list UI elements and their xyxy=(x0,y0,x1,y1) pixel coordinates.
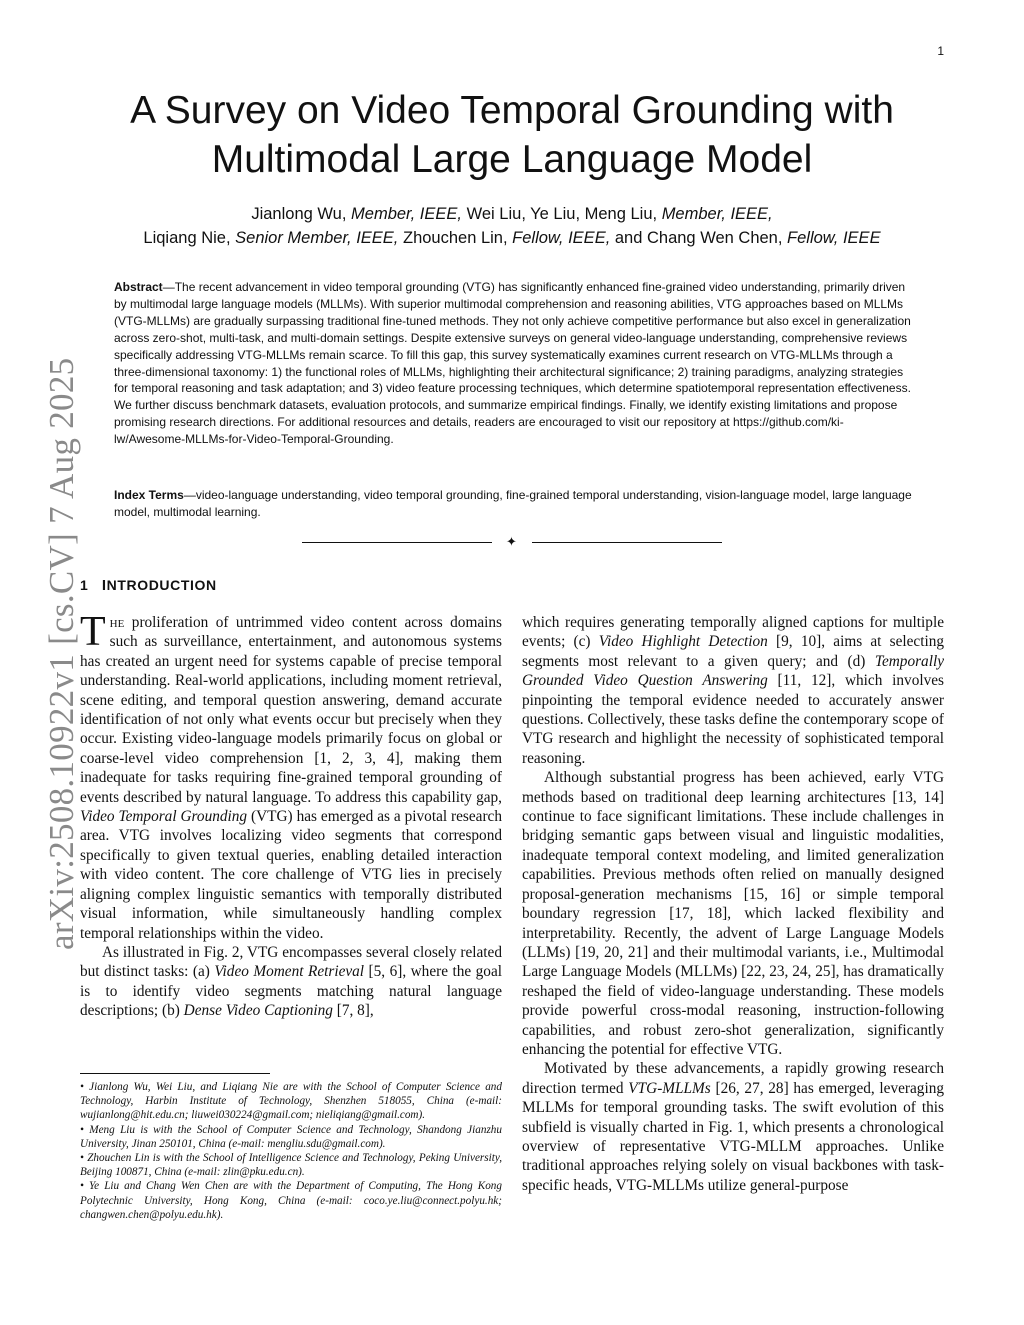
author-name: Zhouchen Lin, xyxy=(402,229,508,247)
author-role: Senior Member, IEEE, xyxy=(235,229,399,247)
emphasis: Video Moment Retrieval xyxy=(214,963,365,981)
text-run: Motivated by these advancements, a rapidly growing research direction termed xyxy=(522,1060,944,1097)
author-role: Fellow, IEEE xyxy=(787,229,881,247)
text-run: [9, 10], aims at selecting segments most relevant to a given query; and (d) xyxy=(522,633,945,670)
author-name: and Chang Wen Chen, xyxy=(614,229,783,247)
text-run: [7, 8], xyxy=(332,1002,374,1020)
footnote: • Ye Liu and Chang Wen Chen are with the Department of Computing, The Hong Kong Polytechnic University, Hong Kong, China (e-mail: coco.ye.liu@connect.polyu.hk; changwen.chen@polyu.edu.hk). xyxy=(80,1180,502,1221)
text-run: [11, 12], which involves pinpointing the temporal evidence needed to accurately answer questions. Collectively, these tasks define the contemporary scope of VTG research and highlight the necessity of sophisticated temporal reasoning. xyxy=(522,672,944,767)
author-role: Member, IEEE, xyxy=(661,205,773,223)
emphasis: Temporally Grounded Video Question Answering xyxy=(522,652,944,690)
index-terms-label: Index Terms xyxy=(114,488,184,502)
footnote-rule xyxy=(80,1073,270,1074)
author-name: Jianlong Wu, xyxy=(251,205,347,223)
footnote: • Meng Liu is with the School of Computer Science and Technology, Shandong Jianzhu University, Jinan 250101, China (e-mail: mengliu.sdu@gmail.com). xyxy=(80,1123,502,1150)
paper-title: A Survey on Video Temporal Grounding with Multimodal Large Language Model xyxy=(130,89,894,181)
author-role: Fellow, IEEE, xyxy=(512,229,611,247)
lead-word: he xyxy=(109,614,125,631)
drop-cap: T xyxy=(80,609,106,655)
emphasis: VTG-MLLMs xyxy=(628,1079,711,1097)
section-heading xyxy=(80,577,217,594)
author-role: Member, IEEE, xyxy=(351,205,462,223)
section-title-initial: I xyxy=(101,577,107,594)
emphasis: Video Temporal Grounding xyxy=(80,808,248,826)
text-run: proliferation of untrimmed video content across domains such as surveillance, entertainment, and autonomous systems has created an urgent need for systems capable of precise temporal understanding. Real-world applications, including moment retrieval, scene editing, and temporal question answering, demand accurate identification of not only what events occur but precisely when they occur. Existing video-language models primarily focus on global or coarse-level video comprehension [1, 2, 3, 4], making them inadequate for tasks requiring fine-grained temporal grounding of events described by natural language. To address this capability gap, xyxy=(80,614,502,806)
page-number: 1 xyxy=(937,44,944,58)
right-column xyxy=(522,613,944,1195)
index-terms-text: —video-language understanding, video temporal grounding, fine-grained temporal understanding, vision-language model, large language model, multimodal learning. xyxy=(114,488,912,519)
text-run: As illustrated in Fig. 2, VTG encompasses several closely related but distinct tasks: (a) xyxy=(80,943,502,981)
abstract-text: —The recent advancement in video temporal grounding (VTG) has significantly enhanced fine-grained video understanding, primarily driven by multimodal large language models (MLLMs). With superior multimodal comprehension and reasoning abilities, VTG approaches based on MLLMs (VTG-MLLMs) are gradually surpassing traditional fine-tuned methods. They not only achieve competitive performance but also excel in generalization across zero-shot, multi-task, and multi-domain settings. Despite extensive surveys on general video-language understanding, comprehensive reviews specifically addressing VTG-MLLMs remain scarce. To fill this gap, this survey systematically examines current research on VTG-MLLMs through a three-dimensional taxonomy: 1) the functional roles of MLLMs, highlighting their architectural significance; 2) training paradigms, analyzing strategies for temporal reasoning and task adaptation; and 3) video feature processing techniques, which determine spatiotemporal representation effectiveness. We further discuss benchmark datasets, evaluation protocols, and summarize empirical findings. Finally, we identify existing limitations and propose promising research directions. For additional resources and details, readers are encouraged to visit our repository at https://github.com/ki-lw/Awesome-MLLMs-for-Video-Temporal-Grounding. xyxy=(114,280,911,447)
paragraph xyxy=(522,1059,944,1195)
text-run: (VTG) has emerged as a pivotal research area. VTG involves localizing video segments that correspond specifically to given textual queries, enabling detailed interaction with video content. The core challenge of VTG lies in precisely aligning complex linguistic semantics with temporally distributed visual information, while simultaneously handling complex temporal relationships within the video. xyxy=(80,808,502,942)
emphasis: Dense Video Captioning xyxy=(183,1002,333,1020)
paragraph xyxy=(522,613,944,768)
divider-line-left xyxy=(302,542,492,543)
paragraph: Although substantial progress has been achieved, early VTG methods based on traditional deep learning architectures [13, 14] continue to face significant limitations. These include challenges in bridging semantic gaps between visual and linguistic modalities, inadequate temporal context modeling, and limited generalization capabilities. Previous methods often relied on manually designed proposal-generation mechanisms [15, 16] or simple temporal boundary regression [17, 18], which lacked flexibility and interpretability. Recently, the advent of Large Language Models (LLMs) [19, 20, 21] and their multimodal variants, i.e., Multimodal Large Language Models (MLLMs) [22, 23, 24, 25], has dramatically reshaped the field of video-language understanding. These models provide powerful cross-modal reasoning, instruction-following capabilities, and robust zero-shot generalization, significantly enhancing the potential for effective VTG. xyxy=(522,769,944,1058)
left-column xyxy=(80,609,502,1021)
section-number: 1 xyxy=(80,577,89,593)
abstract xyxy=(114,279,914,448)
section-divider xyxy=(302,537,722,549)
author-name: Liqiang Nie, xyxy=(143,229,231,247)
abstract-label: Abstract xyxy=(114,280,163,294)
text-run: which requires generating temporally aligned captions for multiple events; (c) xyxy=(522,614,944,651)
paragraph xyxy=(80,943,502,1021)
divider-diamond-icon: ✦ xyxy=(506,535,517,550)
text-run: [26, 27, 28] has emerged, leveraging MLLMs for temporal grounding tasks. The swift evolution of this subfield is visually charted in Fig. 1, which presents a chronological overview of representative VTG-MLLM approaches. Unlike traditional approaches relying solely on visual backbones with task-specific heads, VTG-MLLMs utilize general-purpose xyxy=(522,1079,944,1194)
footnotes xyxy=(80,1080,502,1222)
section-title-rest: NTRODUCTION xyxy=(106,577,217,593)
paragraph xyxy=(80,609,502,943)
text-run: [5, 6], where the goal is to identify video segments matching natural language descriptions; (b) xyxy=(80,963,502,1020)
author-name: Wei Liu, Ye Liu, Meng Liu, xyxy=(466,205,658,223)
emphasis: Video Highlight Detection xyxy=(598,633,768,651)
footnote: • Jianlong Wu, Wei Liu, and Liqiang Nie are with the School of Computer Science and Technology, Harbin Institute of Technology, Shenzhen 518055, China (e-mail: wujianlong@hit.edu.cn; liuwei030224@gmail.com; nieliqiang@gmail.com). xyxy=(80,1081,502,1122)
author-list xyxy=(40,202,984,250)
footnote: • Zhouchen Lin is with the School of Intelligence Science and Technology, Peking University, Beijing 100871, China (e-mail: zlin@pku.edu.cn). xyxy=(80,1152,502,1179)
arxiv-identifier: arXiv:2508.10922v1 [cs.CV] 7 Aug 2025 xyxy=(42,357,81,950)
index-terms xyxy=(114,487,914,521)
divider-line-right xyxy=(532,542,722,543)
